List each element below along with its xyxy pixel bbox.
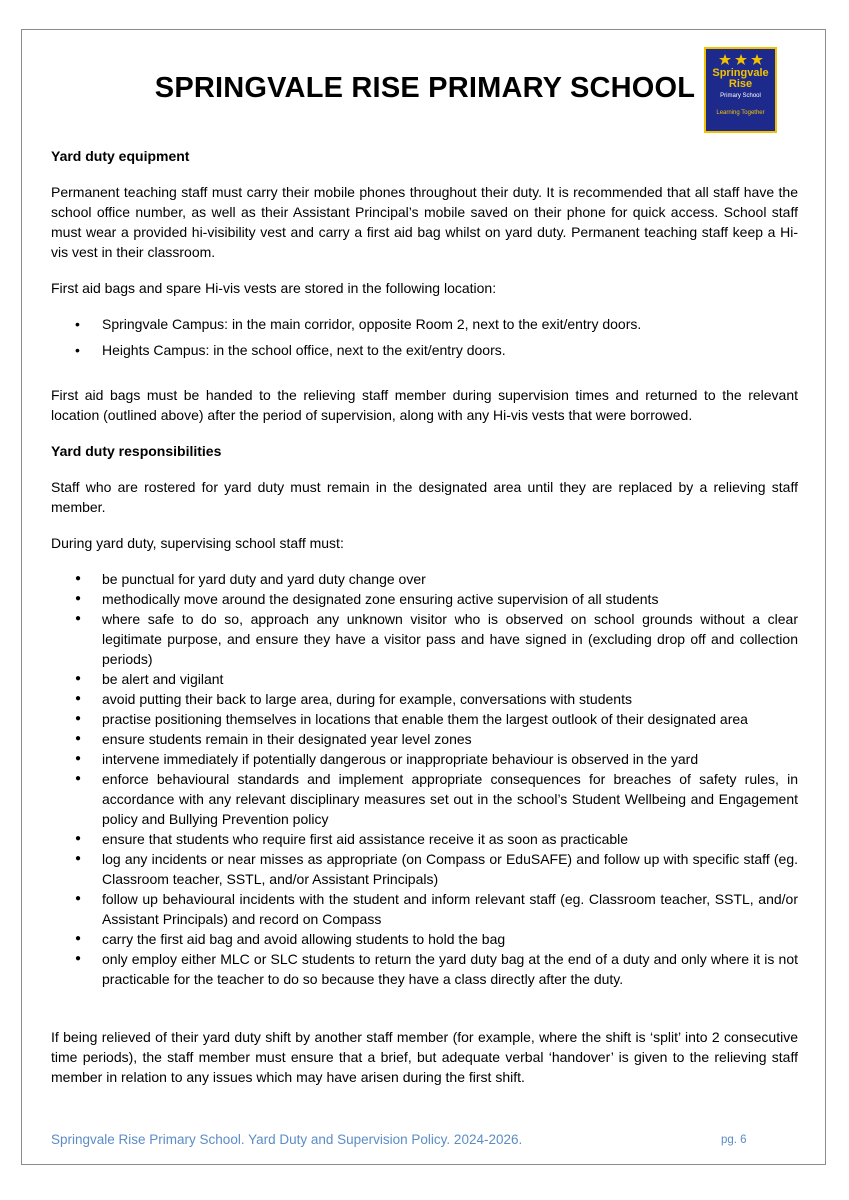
list-item: ● methodically move around the designated zone ensuring active supervision of all students: [51, 589, 798, 609]
logo-text-tagline: Learning Together: [716, 110, 765, 116]
list-item: ● enforce behavioural standards and implement appropriate consequences for breaches of safety rules, in accordance with any relevant disciplinary measures set out in the school’s Student Wellbeing and Engagement policy and Bullying Prevention policy: [51, 769, 798, 829]
responsibilities-paragraph-2: During yard duty, supervising school staff must:: [51, 535, 344, 551]
list-item: ● ensure students remain in their designated year level zones: [51, 729, 798, 749]
list-item: ● log any incidents or near misses as appropriate (on Compass or EduSAFE) and follow up with specific staff (eg. Classroom teacher, SSTL, and/or Assistant Principals): [51, 849, 798, 889]
equipment-paragraph-1: Permanent teaching staff must carry their mobile phones throughout their duty. It is recommended that all staff have the school office number, as well as their Assistant Principal’s mobile saved on their phone for quick access. School staff must wear a provided hi-visibility vest and carry a first aid bag whilst on yard duty. Permanent teaching staff keep a Hi-vis vest in their classroom.: [51, 184, 798, 260]
document-body: [51, 146, 798, 1103]
responsibilities-paragraph-1: Staff who are rostered for yard duty must remain in the designated area until they are replaced by a relieving staff member.: [51, 479, 798, 515]
list-item: ● carry the first aid bag and avoid allowing students to hold the bag: [51, 929, 798, 949]
school-logo: [704, 47, 777, 133]
list-item: ● be punctual for yard duty and yard duty change over: [51, 569, 798, 589]
list-item: ● practise positioning themselves in locations that enable them the largest outlook of their designated area: [51, 709, 798, 729]
logo-text-springvale: Springvale: [712, 67, 769, 79]
page-number: pg. 6: [721, 1134, 747, 1146]
list-item: ● intervene immediately if potentially dangerous or inappropriate behaviour is observed in the yard: [51, 749, 798, 769]
page-title: SPRINGVALE RISE PRIMARY SCHOOL: [154, 72, 696, 104]
heading-yard-duty-equipment: Yard duty equipment: [51, 148, 190, 164]
responsibilities-list: [51, 569, 798, 989]
equipment-paragraph-2: First aid bags and spare Hi-vis vests are stored in the following location:: [51, 280, 497, 296]
heading-yard-duty-responsibilities: Yard duty responsibilities: [51, 443, 222, 459]
list-item: ● avoid putting their back to large area, during for example, conversations with students: [51, 689, 798, 709]
list-item: • Heights Campus: in the school office, next to the exit/entry doors.: [51, 340, 798, 360]
list-item: • Springvale Campus: in the main corridor, opposite Room 2, next to the exit/entry doors.: [51, 314, 798, 334]
logo-text-rise: Rise: [728, 78, 753, 90]
list-item: ● where safe to do so, approach any unknown visitor who is observed on school grounds without a clear legitimate purpose, and ensure they have a visitor pass and have signed in (excluding drop off and collection periods): [51, 609, 798, 669]
stars-figures-icon: [719, 53, 763, 67]
list-item: ● only employ either MLC or SLC students to return the yard duty bag at the end of a duty and only where it is not practicable for the teacher to do so because they have a class directly after the duty.: [51, 949, 798, 989]
equipment-paragraph-3: First aid bags must be handed to the relieving staff member during supervision times and returned to the relevant location (outlined above) after the period of supervision, along with any Hi-vis vests that were borrowed.: [51, 387, 798, 423]
logo-text-primary-school: Primary School: [720, 93, 761, 99]
responsibilities-paragraph-3: If being relieved of their yard duty shift by another staff member (for example, where the shift is ‘split’ into 2 consecutive time periods), the staff member must ensure that a brief, but adequate verbal ‘handover’ is given to the relieving staff member in relation to any issues which may have arisen during the first shift.: [51, 1029, 798, 1085]
footer-text: Springvale Rise Primary School. Yard Duty and Supervision Policy. 2024-2026.: [51, 1132, 523, 1147]
list-item: ● follow up behavioural incidents with the student and inform relevant staff (eg. Classroom teacher, SSTL, and/or Assistant Principals) and record on Compass: [51, 889, 798, 929]
list-item: ● be alert and vigilant: [51, 669, 798, 689]
list-item: ● ensure that students who require first aid assistance receive it as soon as practicable: [51, 829, 798, 849]
storage-locations-list: [51, 314, 798, 360]
